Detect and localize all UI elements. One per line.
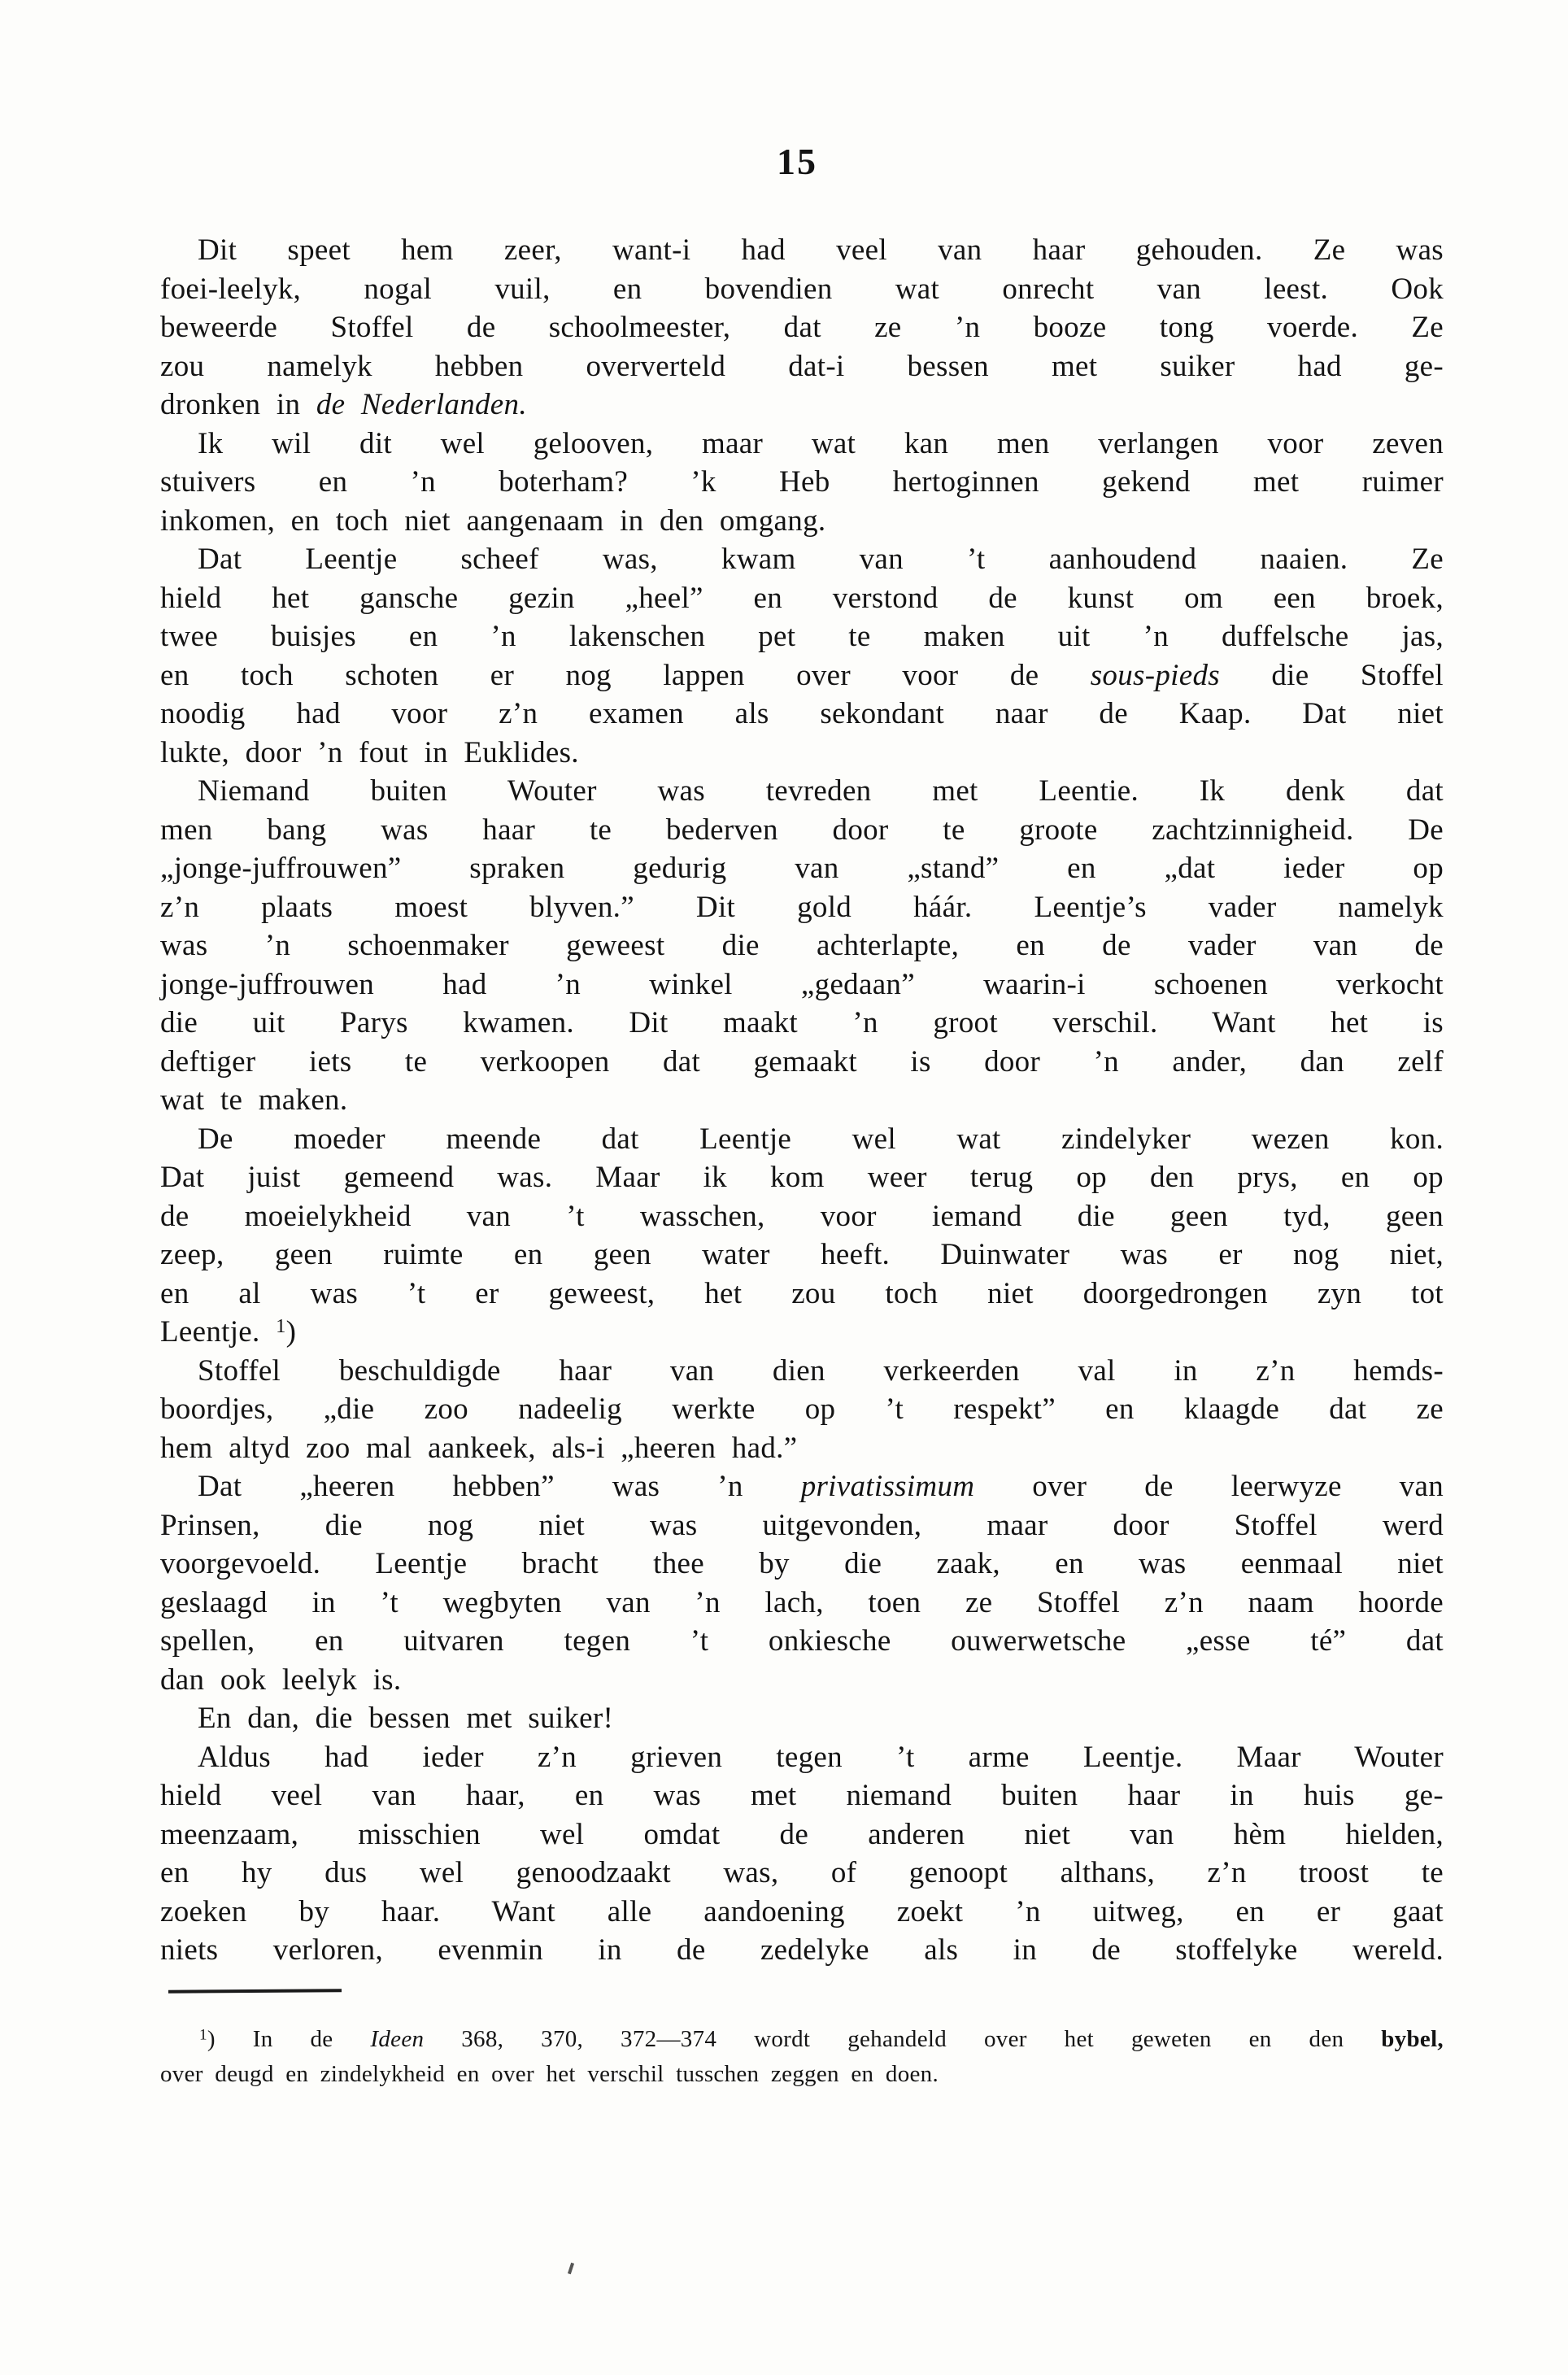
text-segment: foei-leelyk, nogal vuil, en bovendien wat onrecht van leest. Ook	[160, 272, 1444, 306]
text-line	[160, 656, 1444, 695]
text-segment: Dat juist gemeend was. Maar ik kom weer terug op den prys, en op	[160, 1161, 1444, 1194]
text-segment: Leentje.	[160, 1315, 277, 1349]
text-line	[160, 695, 1444, 734]
text-segment: die uit Parys kwamen. Dit maakt ’n groot verschil. Want het is	[160, 1006, 1444, 1039]
text-segment: dronken in	[160, 388, 316, 421]
text-segment: men bang was haar te bederven door te groote zachtzinnigheid. De	[160, 813, 1444, 847]
text-line	[160, 270, 1444, 309]
text-segment: dan ook leelyk is.	[160, 1662, 402, 1697]
text-segment: en hy dus wel genoodzaakt was, of genoopt althans, z’n troost te	[160, 1856, 1444, 1889]
text-line	[160, 1467, 1444, 1506]
superscript-marker: 1	[199, 2026, 207, 2044]
text-segment: z’n plaats moest blyven.” Dit gold háár. Leentje’s vader namelyk	[160, 890, 1444, 924]
text-line	[160, 2057, 1444, 2092]
text-line	[160, 926, 1444, 965]
text-segment: Stoffel beschuldigde haar van dien verkeerden val in z’n hemds-	[198, 1353, 1444, 1388]
scan-artifact	[568, 2263, 574, 2275]
text-line	[160, 1661, 1444, 1700]
text-line	[160, 617, 1444, 656]
text-segment: stuivers en ’n boterham? ’k Heb hertoginnen gekend met ruimer	[160, 465, 1444, 499]
text-segment: over deugd en zindelykheid en over het verschil tusschen zeggen en doen.	[160, 2061, 939, 2087]
text-segment: lukte, door ’n fout in Euklides.	[160, 735, 579, 769]
text-segment: hield veel van haar, en was met niemand buiten haar in huis ge-	[160, 1779, 1444, 1812]
text-line	[160, 386, 1444, 425]
text-line	[160, 1738, 1444, 1777]
text-line	[160, 425, 1444, 464]
text-line	[160, 1043, 1444, 1082]
text-line	[160, 811, 1444, 850]
text-segment: zeep, geen ruimte en geen water heeft. Duinwater was er nog niet,	[160, 1238, 1444, 1271]
text-segment: boordjes, „die zoo nadeelig werkte op ’t respekt” en klaagde dat ze	[160, 1392, 1444, 1426]
text-segment: Dit speet hem zeer, want-i had veel van haar gehouden. Ze was	[198, 233, 1444, 267]
text-line	[160, 1081, 1444, 1120]
text-line	[160, 1235, 1444, 1275]
text-segment: meenzaam, misschien wel omdat de anderen niet van hèm hielden,	[160, 1817, 1444, 1851]
text-block	[160, 231, 1444, 1970]
text-line	[160, 308, 1444, 347]
text-line	[160, 1893, 1444, 1932]
text-line	[160, 772, 1444, 811]
text-line	[160, 1699, 1444, 1738]
text-segment: de moeielykheid van ’t wasschen, voor iemand die geen tyd, geen	[160, 1199, 1444, 1233]
text-segment: en al was ’t er geweest, het zou toch niet doorgedrongen zyn tot	[160, 1276, 1444, 1310]
text-line	[160, 1004, 1444, 1043]
page-number: 15	[777, 141, 817, 182]
text-segment: en toch schoten er nog lappen over voor de	[160, 658, 1091, 692]
text-segment: zoeken by haar. Want alle aandoening zoekt ’n uitweg, en er gaat	[160, 1894, 1444, 1928]
text-line	[160, 1622, 1444, 1661]
text-segment: Dat Leentje scheef was, kwam van ’t aanhoudend naaien. Ze	[198, 543, 1444, 576]
text-line	[160, 888, 1444, 927]
text-line	[160, 1313, 1444, 1352]
bold-text: bybel,	[1381, 2026, 1444, 2052]
text-line	[160, 1390, 1444, 1429]
text-line	[160, 463, 1444, 502]
text-segment: was ’n schoenmaker geweest die achterlapte, en de vader van de	[160, 929, 1444, 962]
text-line	[160, 1584, 1444, 1623]
text-line	[160, 231, 1444, 270]
text-segment: „jonge-juffrouwen” spraken gedurig van „stand” en „dat ieder op	[160, 852, 1444, 885]
text-segment: twee buisjes en ’n lakenschen pet te maken uit ’n duffelsche jas,	[160, 620, 1444, 653]
text-segment: geslaagd in ’t wegbyten van ’n lach, toen ze Stoffel z’n naam hoorde	[160, 1585, 1444, 1619]
text-line	[160, 2022, 1444, 2057]
text-line	[160, 965, 1444, 1004]
italic-text: privatissimum	[800, 1470, 975, 1503]
text-segment: Ik wil dit wel gelooven, maar wat kan men verlangen voor zeven	[198, 426, 1444, 460]
italic-text: Ideen	[370, 2026, 425, 2052]
text-segment: )	[285, 1315, 297, 1349]
text-segment: zou namelyk hebben oververteld dat-i bessen met suiker had ge-	[160, 349, 1444, 383]
text-line	[160, 347, 1444, 386]
text-segment: jonge-juffrouwen had ’n winkel „gedaan” waarin-i schoenen verkocht	[160, 967, 1444, 1001]
text-line	[160, 1815, 1444, 1854]
text-line	[160, 579, 1444, 618]
italic-text: sous-pieds	[1090, 658, 1220, 692]
text-line	[160, 502, 1444, 541]
footnote-rule	[168, 1989, 342, 1993]
text-segment: Prinsen, die nog niet was uitgevonden, maar door Stoffel werd	[160, 1508, 1444, 1542]
text-line	[160, 1352, 1444, 1391]
text-line	[160, 1854, 1444, 1893]
text-segment: niets verloren, evenmin in de zedelyke als in de stoffelyke wereld.	[160, 1933, 1444, 1967]
text-segment: wat te maken.	[160, 1083, 348, 1117]
text-line	[160, 1545, 1444, 1584]
text-segment: die Stoffel	[1219, 658, 1444, 692]
text-segment: Niemand buiten Wouter was tevreden met Leentie. Ik denk dat	[198, 774, 1444, 808]
footnote-block	[160, 2022, 1444, 2092]
text-segment: Dat „heeren hebben” was ’n	[198, 1470, 801, 1503]
superscript-marker: 1	[276, 1315, 286, 1338]
text-line	[160, 1158, 1444, 1197]
text-line	[160, 1931, 1444, 1970]
text-line	[160, 1776, 1444, 1815]
text-segment: voorgevoeld. Leentje bracht thee by die zaak, en was eenmaal niet	[160, 1547, 1444, 1580]
text-segment: spellen, en uitvaren tegen ’t onkiesche ouwerwetsche „esse té” dat	[160, 1624, 1444, 1658]
text-segment: Aldus had ieder z’n grieven tegen ’t arme Leentje. Maar Wouter	[198, 1740, 1444, 1774]
text-segment: hield het gansche gezin „heel” en verstond de kunst om een broek,	[160, 581, 1444, 615]
italic-text: de Nederlanden.	[316, 388, 527, 421]
text-segment: ) In de	[207, 2026, 371, 2052]
text-segment: deftiger iets te verkoopen dat gemaakt is door ’n ander, dan zelf	[160, 1044, 1444, 1079]
text-line	[160, 1506, 1444, 1545]
text-line	[160, 1197, 1444, 1236]
text-line	[160, 734, 1444, 773]
text-segment: De moeder meende dat Leentje wel wat zindelyker wezen kon.	[198, 1122, 1444, 1156]
text-line	[160, 849, 1444, 888]
text-line	[160, 1429, 1444, 1468]
text-line	[160, 1120, 1444, 1159]
text-line	[160, 1275, 1444, 1314]
text-segment: inkomen, en toch niet aangenaam in den omgang.	[160, 503, 826, 538]
text-segment: En dan, die bessen met suiker!	[198, 1702, 614, 1735]
text-segment: hem altyd zoo mal aankeek, als-i „heeren had.”	[160, 1431, 798, 1465]
text-segment: noodig had voor z’n examen als sekondant naar de Kaap. Dat niet	[160, 697, 1444, 730]
text-segment: 368, 370, 372—374 wordt gehandeld over het geweten en den	[424, 2026, 1382, 2052]
text-segment: over de leerwyze van	[974, 1470, 1444, 1503]
text-line	[160, 540, 1444, 579]
text-segment: beweerde Stoffel de schoolmeester, dat ze ’n booze tong voerde. Ze	[160, 311, 1444, 344]
